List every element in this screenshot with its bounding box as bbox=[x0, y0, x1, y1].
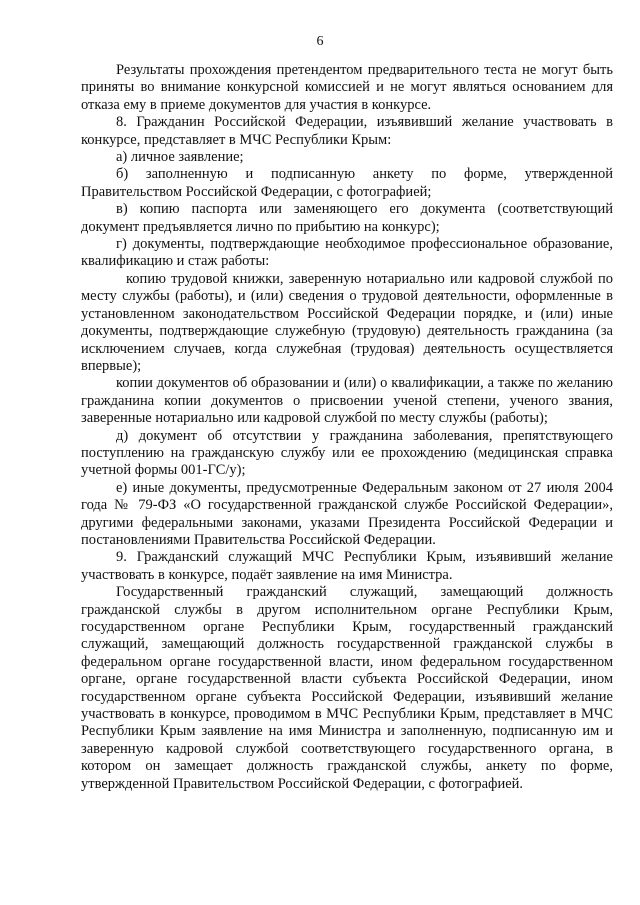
paragraph-item-8e: е) иные документы, предусмотренные Федеральным законом от 27 июля 2004 года № 79-ФЗ «О государственной гражданской службе Российской Федерации», другими федеральными законами, указами Президента Российской Федерации и постановлениями Правительства Российской Федерации. bbox=[81, 479, 613, 548]
paragraph-education-docs: копии документов об образовании и (или) о квалификации, а также по желанию гражданина копии документов о присвоении ученой степени, ученого звания, заверенные нотариально или кадровой службой по месту службы (работы); bbox=[81, 375, 613, 427]
paragraph-work-record: копию трудовой книжки, заверенную нотариально или кадровой службой по месту службы (работы), и (или) сведения о трудовой деятельности, оформленные в установленном законодательством Российской Федерации порядке, и (или) иные документы, подтверждающие служебную (трудовую) деятельность гражданина (за исключением случаев, когда служебная (трудовая) деятельность осуществляется впервые); bbox=[81, 270, 613, 374]
paragraph-item-8d: д) документ об отсутствии у гражданина заболевания, препятствующего поступлению на гражданскую службу или ее прохождению (медицинская справка учетной формы 001-ГС/у); bbox=[81, 427, 613, 479]
page-number: 6 bbox=[316, 34, 324, 49]
paragraph-civil-servant: Государственный гражданский служащий, замещающий должность гражданской службы в другом исполнительном органе Республики Крым, государственном органе Республики Крым, государственный гражданский служащий, замещающий должность государственной гражданской службы в федеральном органе государственной власти, ином федеральном государственном органе, органе государственной власти субъекта Российской Федерации, ином государственном органе субъекта Российской Федерации, изъявивший желание участвовать в конкурсе, проводимом в МЧС Республики Крым, представляет в МЧС Республики Крым заявление на имя Министра и заполненную, подписанную им и заверенную кадровой службой соответствующего государственного органа, в котором он замещает должность гражданской службы, анкету по форме, утвержденной Правительством Российской Федерации, с фотографией. bbox=[81, 584, 613, 792]
paragraph-item-8a: а) личное заявление; bbox=[116, 149, 244, 166]
document-body bbox=[81, 62, 613, 793]
paragraph-item-8: 8. Гражданин Российской Федерации, изъявивший желание участвовать в конкурсе, представляет в МЧС Республики Крым: bbox=[81, 114, 613, 148]
paragraph-item-8v: в) копию паспорта или заменяющего его документа (соответствующий документ предъявляется лично по прибытию на конкурс); bbox=[81, 201, 613, 235]
paragraph-item-8g: г) документы, подтверждающие необходимое профессиональное образование, квалификацию и стаж работы: bbox=[81, 236, 613, 270]
paragraph-test-results: Результаты прохождения претендентом предварительного теста не могут быть приняты во внимание конкурсной комиссией и не могут являться основанием для отказа ему в приеме документов для участия в конкурсе. bbox=[81, 62, 613, 113]
paragraph-item-9: 9. Гражданский служащий МЧС Республики Крым, изъявивший желание участвовать в конкурсе, подаёт заявление на имя Министра. bbox=[81, 549, 613, 583]
paragraph-item-8b: б) заполненную и подписанную анкету по форме, утвержденной Правительством Российской Федерации, с фотографией; bbox=[81, 166, 613, 200]
